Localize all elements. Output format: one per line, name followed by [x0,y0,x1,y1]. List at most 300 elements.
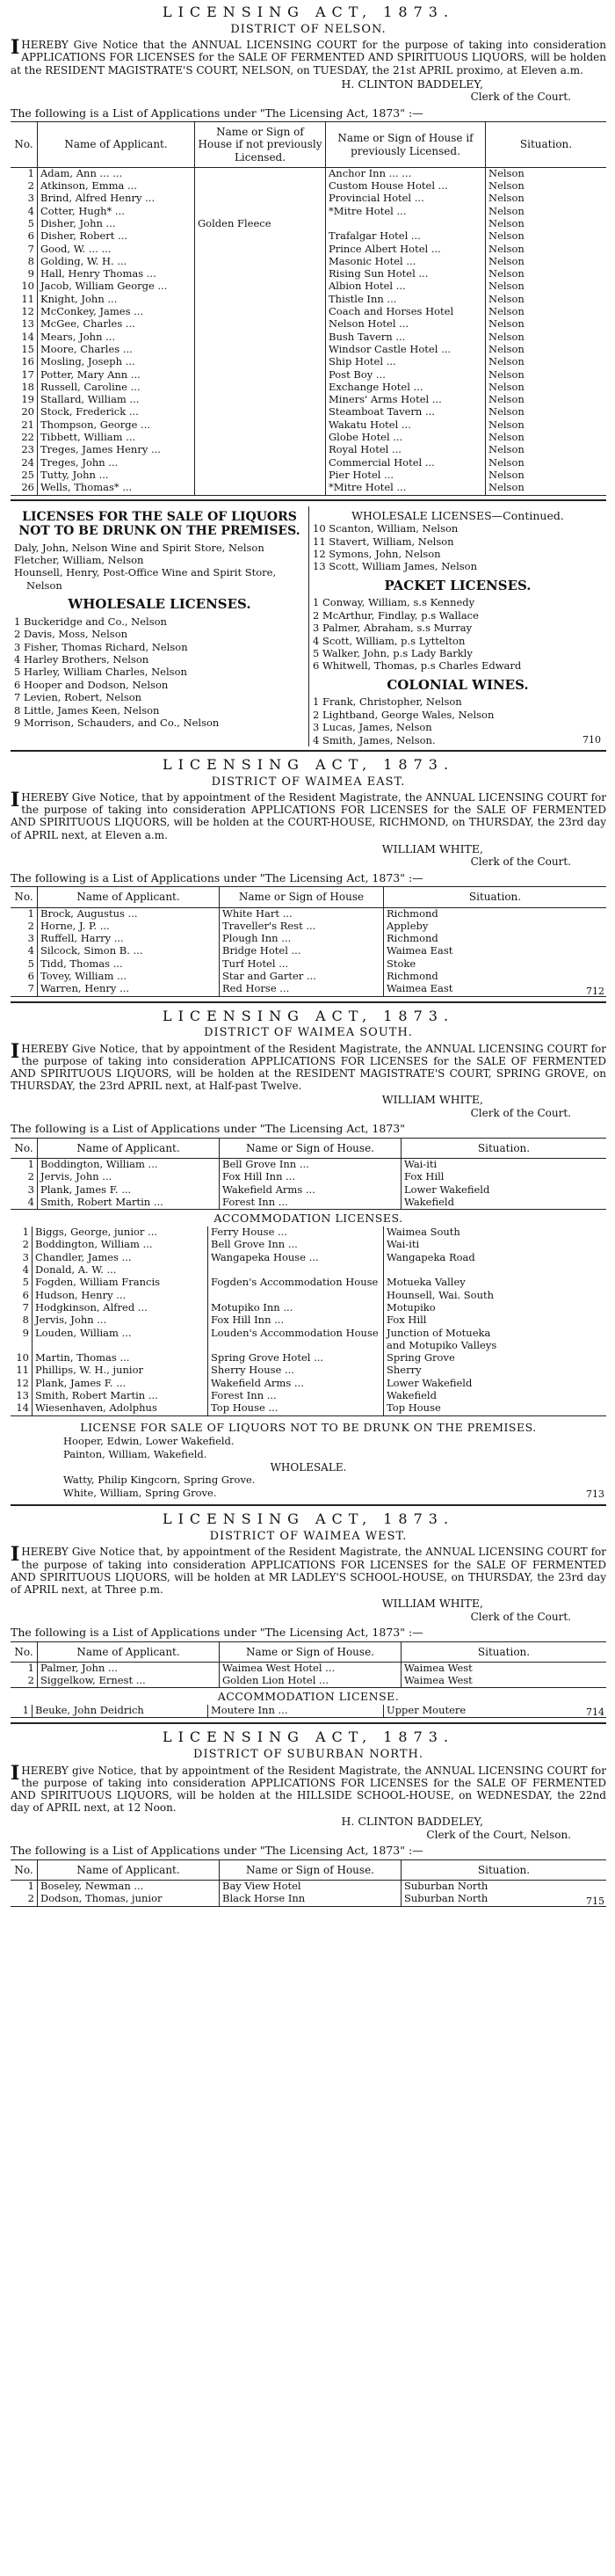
table-cell: Boddington, William ... [38,1159,220,1172]
table-cell: Post Boy ... [326,369,486,382]
table-row [11,356,606,368]
table-cell [326,218,486,230]
table-cell: Rising Sun Hotel ... [326,268,486,280]
col-no: No. [11,1641,38,1662]
table-cell [208,1264,384,1277]
table-cell: Smith, Robert Martin ... [33,1390,208,1402]
applications-table [11,1641,606,1689]
liquor-heading: LICENSES FOR THE SALE OF LIQUORS NOT TO BE DRUNK ON THE PREMISES. [18,509,300,538]
wholesale-cont-heading: WHOLESALE LICENSES—Continued. [351,508,564,522]
table-cell: Sherry House ... [208,1364,384,1377]
table-cell: Jacob, William George ... [38,280,195,293]
list-item: 13 Scott, William James, Nelson [313,560,477,573]
table-cell [195,256,326,268]
table-cell [384,1264,607,1277]
table-cell: Nelson [486,406,607,418]
table-row [11,921,606,933]
table-cell: 11 [16,1364,29,1377]
notice-text: HEREBY give Notice, that by appointment of the Resident Magistrate, the ANNUAL LICENSING COURT for the purpose of taking into consideration APPLICATIONS FOR LICENSES for the SALE OF FERMENTED AND SPIRITUOUS LIQUORS, will be holden at the HILLSIDE SCHOOL-HOUSE, on WEDNESDAY, the 22nd day of APRIL next, at 12 Noon. [11,1764,606,1815]
table-cell [195,318,326,331]
table-row [11,406,606,418]
liquor-list [14,542,305,593]
col-no: No. [11,887,38,907]
table-cell: Forest Inn ... [220,1197,402,1210]
table-row [11,318,606,331]
table-cell: Globe Hotel ... [326,432,486,444]
table-cell: Custom House Hotel ... [326,180,486,193]
district-heading: DISTRICT OF WAIMEA SOUTH. [204,1026,413,1040]
table-row [11,1402,606,1415]
table-cell: Bush Tavern ... [326,331,486,344]
table-row [11,444,606,456]
colonial-heading: COLONIAL WINES. [387,676,529,693]
table-row [11,193,606,205]
list-item: 3 Palmer, Abraham, s.s Murray [313,622,473,635]
table-cell: Nelson [486,193,607,205]
list-item: 3 Lucas, James, Nelson [313,721,432,734]
table-row [11,1675,606,1688]
list-intro: The following is a List of Applications under "The Licensing Act, 1873" :— [11,1844,423,1858]
table-cell [195,167,326,180]
table-row [11,1390,606,1402]
district-heading: DISTRICT OF SUBURBAN NORTH. [193,1748,423,1762]
table-cell: 6 [27,969,34,982]
table-cell: Moore, Charles ... [38,344,195,356]
table-row [11,382,606,394]
table-cell: Top House ... [208,1402,384,1415]
list-item: 4 Scott, William, p.s Lyttelton [313,634,466,647]
reference-number: 712 [586,985,604,997]
table-cell: 3 [22,1250,29,1263]
table-cell: Wells, Thomas* ... [38,482,195,495]
table-cell: Hodgkinson, Alfred ... [33,1302,208,1314]
table-cell [195,306,326,318]
table-cell [195,369,326,382]
wholesale-list [14,615,305,729]
table-cell: Disher, John ... [38,218,195,230]
table-cell: 13 [21,317,34,331]
list-intro: The following is a List of Applications under "The Licensing Act, 1873" :— [11,106,423,120]
table-row [11,958,606,971]
table-cell: Plough Inn ... [220,933,384,945]
list-intro: The following is a List of Applications under "The Licensing Act, 1873" :— [11,870,423,884]
table-row [11,344,606,356]
table-cell [195,193,326,205]
table-cell: 19 [21,393,34,406]
table-cell [195,444,326,456]
table-cell: Treges, James Henry ... [38,444,195,456]
table-row [11,1197,606,1210]
accommodation-table [11,1226,606,1415]
accommodation-heading: ACCOMMODATION LICENSES. [213,1212,403,1226]
district-heading: DISTRICT OF NELSON. [230,22,387,36]
table-row [11,306,606,318]
table-cell: 17 [21,367,34,381]
notice-body [11,36,606,76]
table-cell: Wiesenhaven, Adolphus [33,1402,208,1415]
notice-waimea-west [11,1511,606,1724]
left-column [11,506,308,746]
table-cell [195,419,326,432]
table-cell: *Mitre Hotel ... [326,206,486,218]
table-row [11,1184,606,1197]
table-cell: 4 [27,944,34,957]
table-cell: Tidd, Thomas ... [38,958,220,971]
table-cell: Donald, A. W. ... [33,1264,208,1277]
table-row [11,971,606,983]
table-header [11,887,606,907]
table-cell: Louden's Accommodation House [208,1328,384,1340]
table-cell: 7 [11,983,38,996]
table-cell: 2 [11,1675,38,1688]
table-cell: Smith, Robert Martin ... [38,1197,220,1210]
table-cell: Biggs, George, junior ... [33,1226,208,1239]
table-cell: 6 [22,1288,29,1301]
col-applicant: Name of Applicant. [38,122,195,167]
table-cell: Sherry [384,1364,607,1377]
table-cell: 25 [21,468,34,481]
table-cell: Richmond [384,933,607,945]
wholesale-cont-list [313,522,603,573]
table-cell: Wakefield [384,1390,607,1402]
list-item: 1 Conway, William, s.s Kennedy [313,596,475,609]
table-row [11,206,606,218]
signatory-name: H. CLINTON BADDELEY, [341,76,483,91]
list-item: 3 Fisher, Thomas Richard, Nelson [14,640,188,653]
notice-suburban-north [11,1729,606,1910]
table-cell: Fox Hill [384,1314,607,1327]
table-cell: Atkinson, Emma ... [38,180,195,193]
table-cell: Suburban North [402,1893,607,1906]
table-row [11,1340,606,1352]
applications-table [11,121,606,495]
liquor-heading: LICENSE FOR SALE OF LIQUORS NOT TO BE DRUNK ON THE PREMISES. [80,1420,537,1434]
table-cell: Nelson [486,344,607,356]
table-cell: Bridge Hotel ... [220,945,384,957]
table-cell: 4 [27,204,34,217]
table-cell: Jervis, John ... [33,1314,208,1327]
table-cell: Tibbett, William ... [38,432,195,444]
table-cell: Hudson, Henry ... [33,1290,208,1302]
act-title: LICENSING ACT, 1873. [162,1007,455,1024]
notice-body [11,1543,606,1596]
col-prev-house: Name or Sign of House if previously Licensed. [326,122,486,167]
table-cell: 10 [21,280,34,293]
table-cell [208,1290,384,1302]
table-cell: Black Horse Inn [220,1893,402,1906]
signatory-role: Clerk of the Court. [470,855,571,869]
table-cell: Fogden, William Francis [33,1277,208,1289]
table-cell: Wangapeka House ... [208,1252,384,1264]
table-cell: Nelson [486,331,607,344]
list-item: Watty, Philip Kingcorn, Spring Grove. [63,1474,256,1487]
table-cell: Moutere Inn ... [208,1705,384,1718]
table-row [11,1352,606,1364]
table-cell: 5 [27,957,34,970]
notice-text: HEREBY Give Notice, that by appointment of the Resident Magistrate, the ANNUAL LICENSING COURT for the purpose of taking into consideration APPLICATIONS FOR LICENSES for the SALE OF FERMENTED AND SPIRITUOUS LIQUORS, will be holden at the RESIDENT MAGISTRATE'S COURT, SPRING GROVE, on THURSDAY, the 23rd APRIL next, at Half-past Twelve. [11,1042,606,1093]
table-cell [11,1340,33,1352]
col-house: Name or Sign of House. [220,1641,402,1662]
table-row [11,945,606,957]
table-row [11,394,606,406]
col-applicant: Name of Applicant. [38,1859,220,1880]
table-cell: Albion Hotel ... [326,280,486,293]
table-cell: Plank, James F. ... [38,1184,220,1197]
list-item: 2 Lightband, George Wales, Nelson [313,708,495,721]
table-row [11,933,606,945]
table-cell [195,268,326,280]
table-cell: Lower Wakefield [384,1378,607,1390]
table-cell: Windsor Castle Hotel ... [326,344,486,356]
table-body [11,1226,606,1415]
table-cell: 1 [22,1226,29,1239]
table-cell: Treges, John ... [38,457,195,469]
notice-waimea-south [11,1008,606,1507]
table-cell: 15 [21,342,34,355]
table-cell: Spring Grove Hotel ... [208,1352,384,1364]
signatory-name: H. CLINTON BADDELEY, [341,1815,483,1829]
list-item: Painton, William, Wakefield. [63,1448,207,1461]
reference-number: 715 [586,1895,604,1907]
table-cell [195,356,326,368]
wholesale-heading: WHOLESALE. [270,1461,347,1474]
table-cell: Motueka Valley [384,1277,607,1289]
table-cell: Miners' Arms Hotel ... [326,394,486,406]
table-cell: Fogden's Accommodation House [208,1277,384,1289]
table-row [11,180,606,193]
table-cell [33,1340,208,1352]
table-cell [195,406,326,418]
table-cell [195,331,326,344]
table-cell [195,294,326,306]
col-situation: Situation. [402,1859,607,1880]
col-house: Name or Sign of House. [220,1859,402,1880]
list-item: Hounsell, Henry, Post-Office Wine and Spirit Store, Nelson [14,566,277,592]
table-cell: 12 [16,1376,29,1389]
table-cell: Hall, Henry Thomas ... [38,268,195,280]
table-cell: Jervis, John ... [38,1171,220,1183]
reference-number: 710 [582,733,601,746]
table-header [11,1859,606,1880]
col-house: Name or Sign of House [220,887,384,907]
district-heading: DISTRICT OF WAIMEA EAST. [211,775,406,789]
table-cell: 5 [22,1276,29,1289]
table-cell: 14 [11,1402,33,1415]
table-cell: 22 [21,431,34,444]
table-cell: Nelson [486,294,607,306]
dropcap: I [11,1543,20,1567]
table-row [11,1226,606,1239]
table-cell: Nelson [486,356,607,368]
table-cell: Waimea West [402,1675,607,1688]
list-item: 4 Smith, James, Nelson. [313,733,436,746]
list-item: Fletcher, William, Nelson [14,554,144,567]
table-row [11,1171,606,1183]
list-item: 1 Frank, Christopher, Nelson [313,695,462,709]
table-row [11,1277,606,1289]
table-cell: 1 [27,1880,34,1893]
table-cell: Boddington, William ... [33,1239,208,1251]
table-header [11,122,606,167]
list-item: 5 Harley, William Charles, Nelson [14,666,187,679]
col-applicant: Name of Applicant. [38,1139,220,1159]
notice-body [11,1761,606,1815]
table-cell: Thistle Inn ... [326,294,486,306]
table-cell: Nelson [486,206,607,218]
act-title: LICENSING ACT, 1873. [162,755,455,773]
list-item: 11 Stavert, William, Nelson [313,535,454,548]
table-cell: Phillips, W. H., junior [33,1364,208,1377]
table-cell: 11 [21,292,34,305]
right-column [308,506,606,746]
table-cell: Nelson [486,256,607,268]
table-cell: Brock, Augustus ... [38,907,220,921]
notice-text: HEREBY Give Notice that, by appointment of the Resident Magistrate, the ANNUAL LICENSING COURT for the purpose of taking into consideration APPLICATIONS FOR LICENSES for the SALE OF FERMENTED AND SPIRITUOUS LIQUORS, will be holden at MR LADLEY'S SCHOOL-HOUSE, on THURSDAY, the 23rd day of APRIL next, at Three p.m. [11,1546,606,1596]
table-cell: Traveller's Rest ... [220,921,384,933]
table-cell: Trafalgar Hotel ... [326,230,486,243]
table-cell: Hounsell, Wai. South [384,1290,607,1302]
table-cell: Nelson [486,268,607,280]
table-cell: Top House [384,1402,607,1415]
table-row [11,167,606,180]
table-cell: Forest Inn ... [208,1390,384,1402]
table-cell: 18 [21,380,34,393]
col-new-house: Name or Sign of House if not previously Licensed. [195,122,326,167]
table-cell: Spring Grove [384,1352,607,1364]
list-item: Hooper, Edwin, Lower Wakefield. [63,1435,235,1448]
table-cell: Palmer, John ... [38,1662,220,1675]
table-row [11,1662,606,1675]
col-applicant: Name of Applicant. [38,1641,220,1662]
table-row [11,1264,606,1277]
table-cell [195,280,326,293]
table-cell: Stallard, William ... [38,394,195,406]
table-cell: Nelson [486,306,607,318]
table-row [11,230,606,243]
table-cell: Waimea West Hotel ... [220,1662,402,1675]
table-row [11,256,606,268]
table-cell [195,394,326,406]
table-cell: Adam, Ann ... ... [38,167,195,180]
notice-body [11,791,606,841]
table-cell: Richmond [384,907,607,921]
table-row [11,457,606,469]
table-cell [195,244,326,256]
table-body [11,167,606,495]
table-row [11,1252,606,1264]
signatory-name: WILLIAM WHITE, [381,841,483,855]
table-cell: Tutty, John ... [38,469,195,482]
col-situation: Situation. [486,122,607,167]
table-cell: Boseley, Newman ... [38,1881,220,1894]
table-cell: Martin, Thomas ... [33,1352,208,1364]
table-row [11,1378,606,1390]
table-cell: 5 [27,216,34,229]
table-row [11,1314,606,1327]
table-cell: Golden Lion Hotel ... [220,1675,402,1688]
list-item: 2 McArthur, Findlay, p.s Wallace [313,608,479,622]
table-cell: Nelson [486,394,607,406]
table-cell: Upper Moutere [384,1705,607,1718]
table-row [11,1328,606,1340]
table-cell: 1 [11,1705,33,1718]
table-cell: Golden Fleece [195,218,326,230]
list-item: 2 Davis, Moss, Nelson [14,628,128,641]
table-row [11,369,606,382]
table-cell: Wangapeka Road [384,1252,607,1264]
table-cell: Ferry House ... [208,1226,384,1239]
table-row [11,1364,606,1377]
table-header [11,1139,606,1159]
table-cell: Commercial Hotel ... [326,457,486,469]
table-row [11,1302,606,1314]
table-cell [195,469,326,482]
table-cell: 1 [27,1158,34,1171]
table-cell: Nelson [486,280,607,293]
table-cell: 12 [21,305,34,318]
table-cell: Coach and Horses Hotel [326,306,486,318]
table-cell: 16 [21,355,34,368]
table-cell: Motupiko [384,1302,607,1314]
table-cell: 2 [22,1238,29,1251]
table-cell: Bell Grove Inn ... [208,1239,384,1251]
table-cell: 2 [27,1170,34,1183]
list-item: 9 Morrison, Schauders, and Co., Nelson [14,716,220,729]
table-cell: Fox Hill Inn ... [220,1171,402,1183]
table-cell: Mosling, Joseph ... [38,356,195,368]
table-cell: 4 [11,1197,38,1210]
table-cell: Wai-iti [384,1239,607,1251]
table-cell [195,206,326,218]
table-cell: 23 [21,443,34,456]
col-applicant: Name of Applicant. [38,887,220,907]
dropcap: I [11,36,20,60]
table-cell [195,344,326,356]
table-cell: Red Horse ... [220,983,384,996]
table-cell: Steamboat Tavern ... [326,406,486,418]
table-cell [195,382,326,394]
table-cell: Stoke [384,958,607,971]
col-situation: Situation. [402,1641,607,1662]
table-cell: Beuke, John Deidrich [33,1705,208,1718]
table-body [11,1662,606,1688]
table-cell: Wai-iti [402,1159,607,1172]
table-row [11,432,606,444]
table-cell: Potter, Mary Ann ... [38,369,195,382]
table-cell: Fox Hill [402,1171,607,1183]
table-row [11,280,606,293]
table-cell: Brind, Alfred Henry ... [38,193,195,205]
table-cell: Wakatu Hotel ... [326,419,486,432]
table-cell: Pier Hotel ... [326,469,486,482]
table-cell: 21 [21,418,34,431]
table-cell: Mears, John ... [38,331,195,344]
table-cell: 8 [27,254,34,267]
wholesale-heading: WHOLESALE LICENSES. [68,596,251,613]
dropcap: I [11,789,20,812]
table-cell: Suburban North [402,1881,607,1894]
table-cell: McConkey, James ... [38,306,195,318]
liquor-list [11,1435,606,1461]
signatory-role: Clerk of the Court, Nelson. [426,1829,571,1842]
table-cell: Nelson [486,167,607,180]
table-cell [195,457,326,469]
accommodation-heading: ACCOMMODATION LICENSE. [217,1690,400,1704]
notice-body [11,1039,606,1093]
table-cell: Turf Hotel ... [220,958,384,971]
table-cell: Bell Grove Inn ... [220,1159,402,1172]
list-item: 7 Levien, Robert, Nelson [14,691,142,704]
